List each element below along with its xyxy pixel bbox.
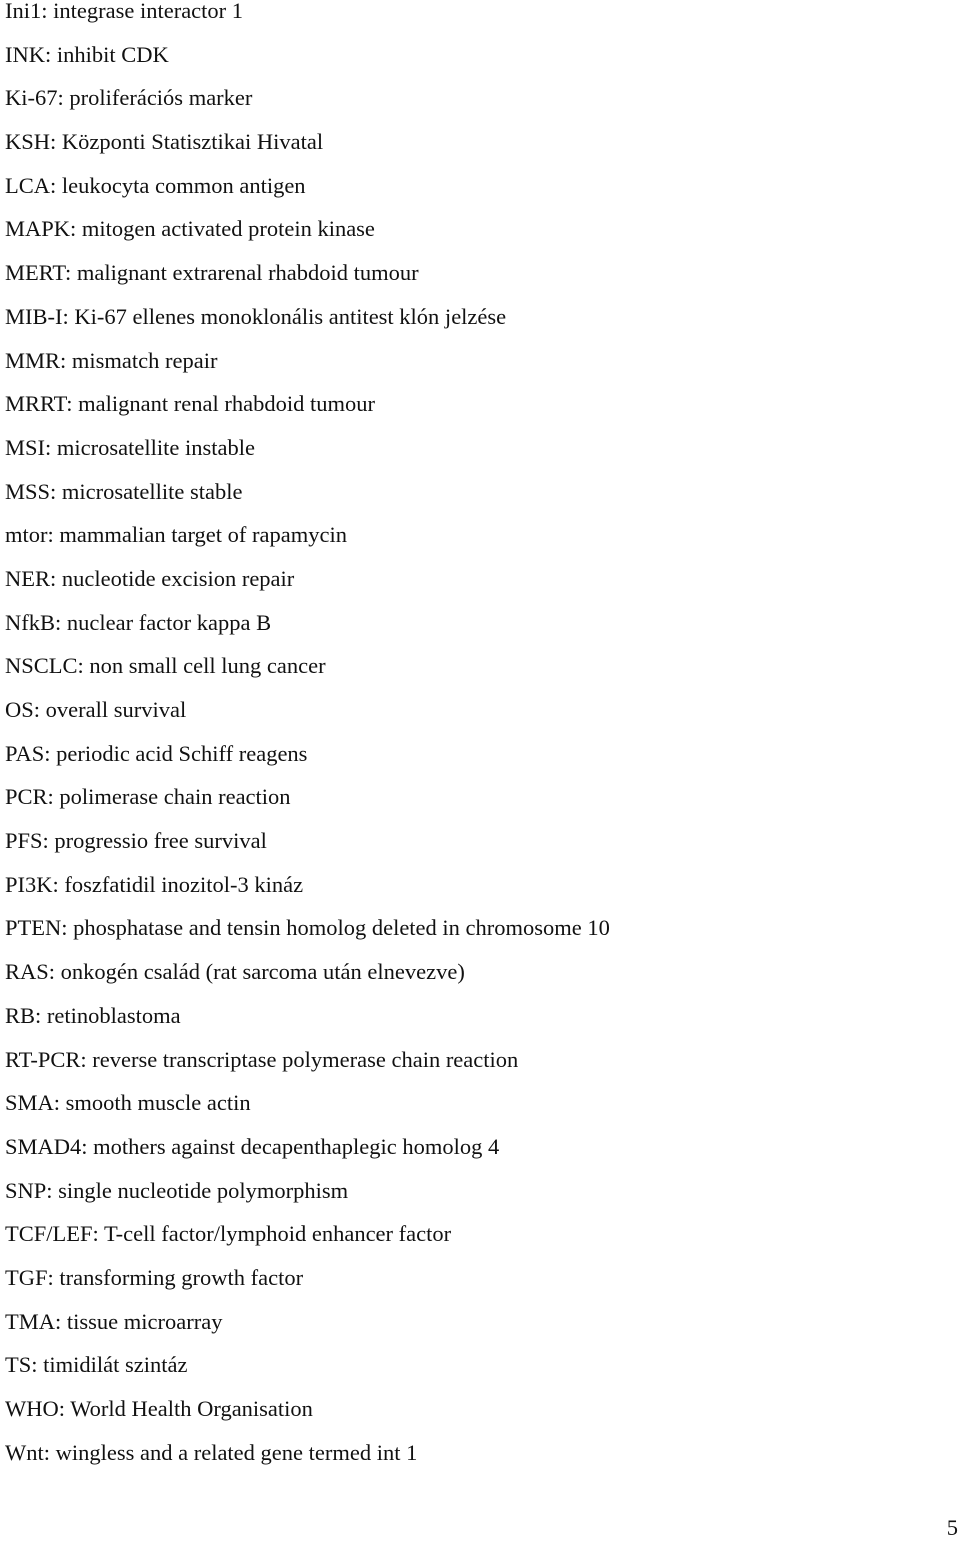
abbreviation-entry: RAS: onkogén család (rat sarcoma után elnevezve) bbox=[5, 959, 465, 985]
abbreviation-entry: Ini1: integrase interactor 1 bbox=[5, 0, 244, 23]
abbreviation-entry: Ki-67: proliferációs marker bbox=[5, 85, 253, 111]
abbreviation-entry: SMA: smooth muscle actin bbox=[5, 1090, 251, 1116]
page-number: 5 bbox=[946, 1515, 958, 1540]
abbreviation-entry: PTEN: phosphatase and tensin homolog deleted in chromosome 10 bbox=[5, 915, 610, 941]
abbreviation-entry: mtor: mammalian target of rapamycin bbox=[5, 522, 347, 548]
abbreviation-entry: SNP: single nucleotide polymorphism bbox=[5, 1177, 349, 1203]
abbreviation-entry: RB: retinoblastoma bbox=[5, 1002, 181, 1028]
abbreviation-entry: TGF: transforming growth factor bbox=[5, 1264, 304, 1290]
abbreviation-entry: MAPK: mitogen activated protein kinase bbox=[5, 216, 375, 242]
abbreviation-entry: NER: nucleotide excision repair bbox=[5, 565, 295, 591]
abbreviation-entry: RT-PCR: reverse transcriptase polymerase chain reaction bbox=[5, 1046, 519, 1072]
abbreviation-entry: MSI: microsatellite instable bbox=[5, 434, 255, 460]
abbreviation-entry: PFS: progressio free survival bbox=[5, 828, 267, 854]
abbreviation-entry: PAS: periodic acid Schiff reagens bbox=[5, 740, 308, 766]
abbreviation-entry: NfkB: nuclear factor kappa B bbox=[5, 609, 272, 635]
abbreviation-entry: OS: overall survival bbox=[5, 697, 187, 722]
abbreviation-entry: PCR: polimerase chain reaction bbox=[5, 784, 291, 810]
abbreviation-entry: INK: inhibit CDK bbox=[5, 41, 169, 67]
abbreviation-entry: LCA: leukocyta common antigen bbox=[5, 172, 306, 198]
abbreviation-entry: MMR: mismatch repair bbox=[5, 347, 218, 373]
abbreviation-entry: MRRT: malignant renal rhabdoid tumour bbox=[5, 391, 375, 417]
abbreviation-entry: MERT: malignant extrarenal rhabdoid tumour bbox=[5, 260, 419, 286]
abbreviation-entry: TMA: tissue microarray bbox=[5, 1308, 223, 1334]
abbreviation-entry: WHO: World Health Organisation bbox=[5, 1396, 313, 1421]
abbreviation-entry: MSS: microsatellite stable bbox=[5, 478, 243, 504]
abbreviation-entry: Wnt: wingless and a related gene termed int 1 bbox=[5, 1439, 418, 1465]
abbreviation-list bbox=[5, 0, 610, 1483]
abbreviation-entry: MIB-I: Ki-67 ellenes monoklonális antitest klón jelzése bbox=[5, 303, 507, 329]
abbreviation-entry: PI3K: foszfatidil inozitol-3 kináz bbox=[5, 871, 304, 897]
abbreviation-entry: SMAD4: mothers against decapenthaplegic homolog 4 bbox=[5, 1133, 500, 1159]
abbreviation-entry: TS: timidilát szintáz bbox=[5, 1352, 188, 1378]
abbreviation-entry: KSH: Központi Statisztikai Hivatal bbox=[5, 129, 324, 155]
abbreviation-entry: TCF/LEF: T-cell factor/lymphoid enhancer factor bbox=[5, 1221, 452, 1247]
abbreviation-entry: NSCLC: non small cell lung cancer bbox=[5, 653, 326, 679]
